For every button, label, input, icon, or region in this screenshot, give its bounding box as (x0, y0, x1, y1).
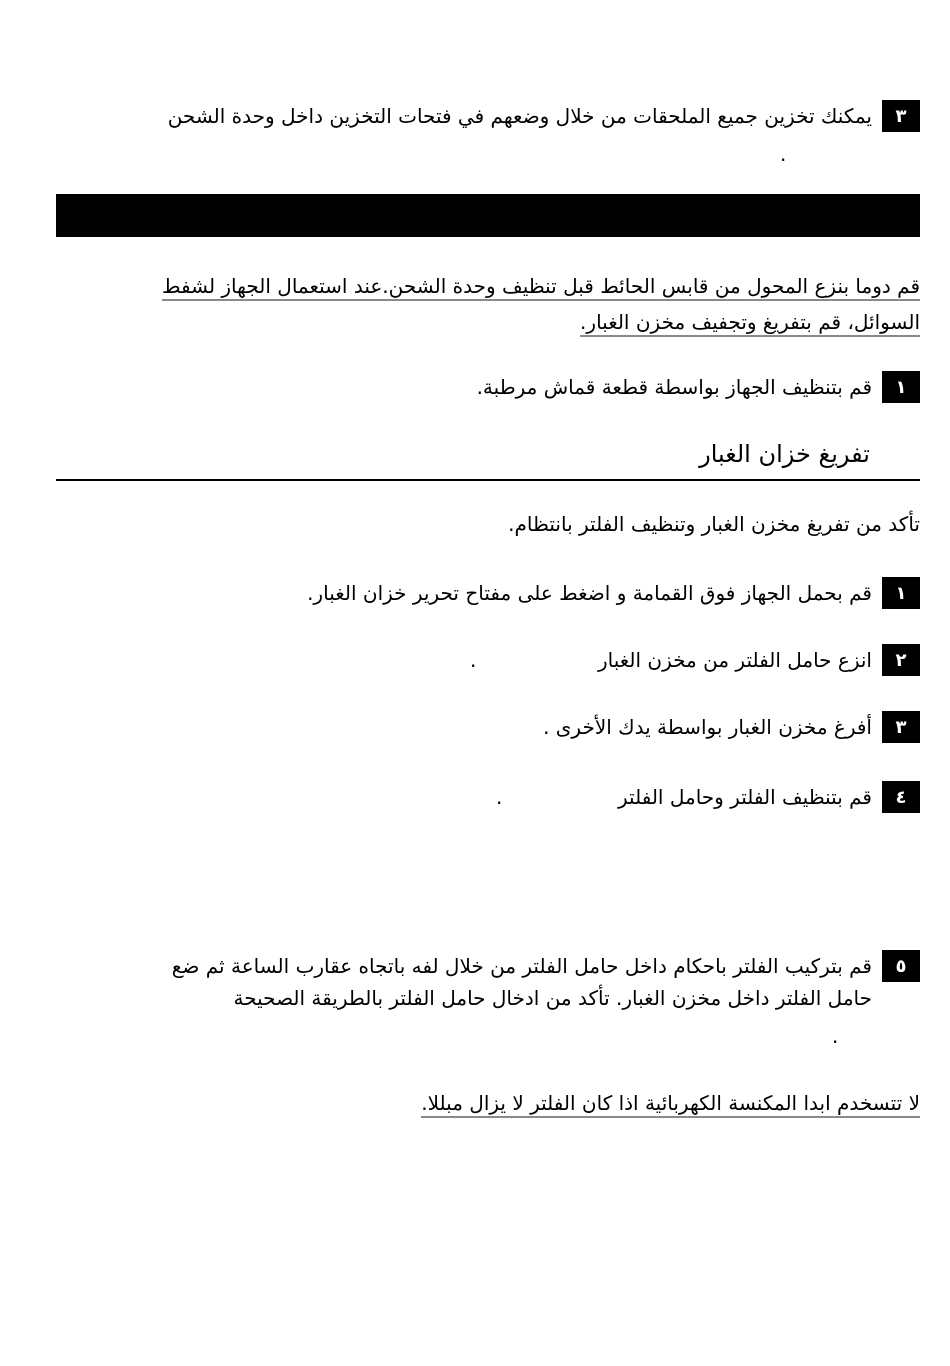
step-text-line: حامل الفلتر داخل مخزن الغبار. تأكد من ادخال حامل الفلتر بالطريقة الصحيحة (233, 986, 872, 1010)
cleaning-step (477, 371, 920, 403)
trailing-dot: . (496, 785, 503, 809)
empty-step (172, 950, 920, 1014)
step-text: أفرغ مخزن الغبار بواسطة يدك الأخرى . (543, 715, 872, 739)
step-text: قم بتنظيف الجهاز بواسطة قطعة قماش مرطبة. (476, 375, 872, 399)
heading-divider (56, 479, 920, 481)
section-heading: تفريغ خزان الغبار (699, 440, 870, 468)
trailing-dot: . (470, 648, 477, 672)
warning-line: قم دوما بنزع المحول من قابس الحائط قبل تنظيف وحدة الشحن.عند استعمال الجهاز لشفط (162, 274, 920, 301)
step-number-badge: ٢ (882, 644, 920, 676)
step-number-badge: ٣ (882, 711, 920, 743)
intro-text: تأكد من تفريغ مخزن الغبار وتنظيف الفلتر بانتظام. (508, 512, 920, 536)
final-warning (421, 1085, 920, 1121)
warning-line: السوائل، قم بتفريغ وتجفيف مخزن الغبار. (580, 310, 920, 337)
section-header-bar (56, 194, 920, 237)
step-number-badge: ١ (882, 577, 920, 609)
trailing-dot: . (780, 142, 787, 166)
step-text: يمكنك تخزين جميع الملحقات من خلال وضعهم في فتحات التخزين داخل وحدة الشحن (167, 104, 872, 128)
step-number-badge: ٥ (882, 950, 920, 982)
warning-line: لا تتسخدم ابدا المكنسة الكهربائية اذا كان الفلتر لا يزال مبللا. (421, 1091, 920, 1118)
step-number-badge: ١ (882, 371, 920, 403)
storage-step (168, 100, 920, 132)
empty-step (543, 711, 920, 743)
step-number-badge: ٣ (882, 100, 920, 132)
step-text: قم بحمل الجهاز فوق القمامة و اضغط على مفتاح تحرير خزان الغبار. (307, 581, 872, 605)
trailing-dot: . (832, 1024, 839, 1048)
cleaning-warning (40, 268, 920, 340)
empty-step (598, 644, 920, 676)
step-text-line: قم بتركيب الفلتر باحكام داخل حامل الفلتر من خلال لفه باتجاه عقارب الساعة ثم ضع (171, 954, 872, 978)
step-number-badge: ٤ (882, 781, 920, 813)
empty-step (307, 577, 920, 609)
step-text: انزع حامل الفلتر من مخزن الغبار (597, 648, 872, 672)
step-text (172, 950, 872, 1014)
step-text: قم بتنظيف الفلتر وحامل الفلتر (618, 785, 872, 809)
empty-step (618, 781, 920, 813)
